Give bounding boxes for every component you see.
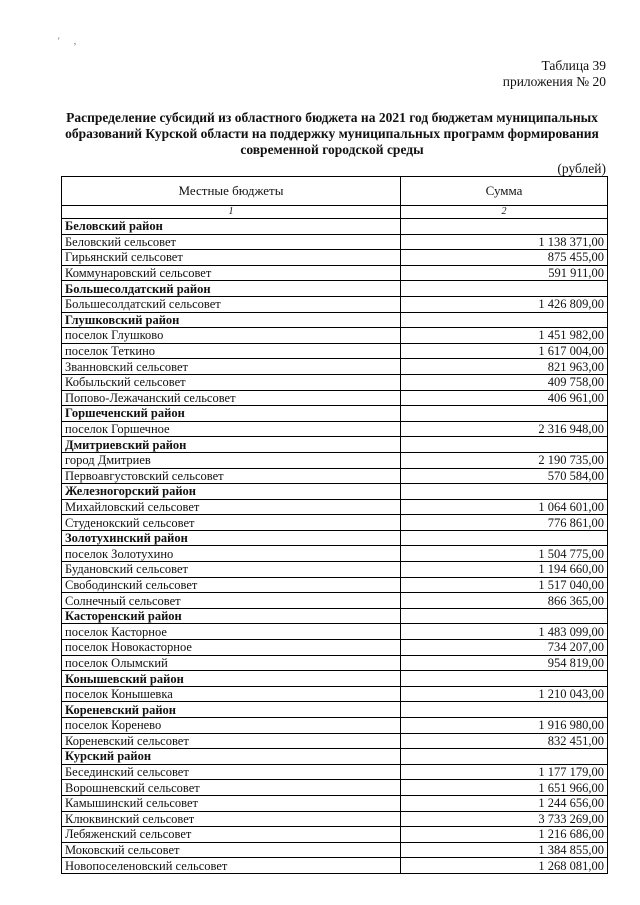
district-name: Железногорский район: [62, 484, 401, 500]
budget-sum: 2 190 735,00: [401, 452, 608, 468]
budget-sum: 1 268 081,00: [401, 858, 608, 874]
table-row: [62, 515, 608, 531]
budget-sum: [401, 671, 608, 687]
column-index-2: 2: [401, 206, 608, 219]
budget-sum: [401, 608, 608, 624]
budget-name: Клюквинский сельсовет: [62, 811, 401, 827]
budget-name: Попово-Лежачанский сельсовет: [62, 390, 401, 406]
district-name: Дмитриевский район: [62, 437, 401, 453]
budget-sum: 866 365,00: [401, 593, 608, 609]
header-local-budgets: Местные бюджеты: [62, 177, 401, 206]
budget-name: поселок Коренево: [62, 718, 401, 734]
table-number: Таблица 39: [541, 58, 606, 73]
header-sum: Сумма: [401, 177, 608, 206]
budget-name: Лебяженский сельсовет: [62, 827, 401, 843]
budget-sum: 832 451,00: [401, 733, 608, 749]
table-row: [62, 359, 608, 375]
district-row: [62, 484, 608, 500]
table-row: [62, 546, 608, 562]
budget-name: Бесединский сельсовет: [62, 764, 401, 780]
district-row: [62, 702, 608, 718]
budget-sum: 1 194 660,00: [401, 562, 608, 578]
table-row: [62, 593, 608, 609]
table-row: [62, 374, 608, 390]
table-reference: [503, 58, 606, 90]
district-row: [62, 312, 608, 328]
budget-sum: 1 426 809,00: [401, 296, 608, 312]
budget-sum: 1 916 980,00: [401, 718, 608, 734]
budget-name: Званновский сельсовет: [62, 359, 401, 375]
budget-name: Студенокский сельсовет: [62, 515, 401, 531]
budget-name: поселок Олымский: [62, 655, 401, 671]
budget-name: поселок Конышевка: [62, 686, 401, 702]
district-row: [62, 219, 608, 235]
district-row: [62, 281, 608, 297]
budget-name: поселок Теткино: [62, 343, 401, 359]
budget-name: Большесолдатский сельсовет: [62, 296, 401, 312]
budget-sum: 591 911,00: [401, 265, 608, 281]
table-row: [62, 452, 608, 468]
budget-sum: 734 207,00: [401, 640, 608, 656]
district-name: Кореневский район: [62, 702, 401, 718]
table-row: [62, 499, 608, 515]
budget-sum: 1 504 775,00: [401, 546, 608, 562]
district-row: [62, 437, 608, 453]
budget-sum: [401, 749, 608, 765]
district-name: Беловский район: [62, 219, 401, 235]
table-row: [62, 858, 608, 874]
budget-sum: 1 517 040,00: [401, 577, 608, 593]
budget-sum: 1 138 371,00: [401, 234, 608, 250]
budget-name: Коммунаровский сельсовет: [62, 265, 401, 281]
budget-name: Будановский сельсовет: [62, 562, 401, 578]
column-index-row: [62, 206, 608, 219]
table-row: [62, 795, 608, 811]
budget-sum: 954 819,00: [401, 655, 608, 671]
column-index-1: 1: [62, 206, 401, 219]
budget-name: поселок Глушково: [62, 328, 401, 344]
budget-sum: 776 861,00: [401, 515, 608, 531]
table-row: [62, 421, 608, 437]
budget-sum: 1 177 179,00: [401, 764, 608, 780]
budget-sum: [401, 437, 608, 453]
table-row: [62, 655, 608, 671]
budget-name: Камышинский сельсовет: [62, 795, 401, 811]
district-name: Курский район: [62, 749, 401, 765]
district-name: Горшеченский район: [62, 406, 401, 422]
budget-sum: [401, 406, 608, 422]
budget-name: Моковский сельсовет: [62, 842, 401, 858]
table-row: [62, 250, 608, 266]
table-row: [62, 562, 608, 578]
table-row: [62, 640, 608, 656]
district-row: [62, 749, 608, 765]
scan-marks: ' ,: [58, 36, 83, 46]
budget-sum: 821 963,00: [401, 359, 608, 375]
table-row: [62, 764, 608, 780]
budget-sum: 3 733 269,00: [401, 811, 608, 827]
budget-name: Первоавгустовский сельсовет: [62, 468, 401, 484]
budget-sum: 1 064 601,00: [401, 499, 608, 515]
table-row: [62, 733, 608, 749]
table-row: [62, 265, 608, 281]
table-header-row: [62, 177, 608, 206]
units-label: (рублей): [557, 161, 606, 176]
budget-name: Гирьянский сельсовет: [62, 250, 401, 266]
budget-sum: 409 758,00: [401, 374, 608, 390]
budget-name: Свободинский сельсовет: [62, 577, 401, 593]
budget-sum: [401, 702, 608, 718]
budget-sum: [401, 484, 608, 500]
subsidy-table: [61, 176, 608, 874]
budget-sum: 1 483 099,00: [401, 624, 608, 640]
budget-name: Беловский сельсовет: [62, 234, 401, 250]
budget-sum: [401, 530, 608, 546]
district-name: Касторенский район: [62, 608, 401, 624]
district-name: Большесолдатский район: [62, 281, 401, 297]
budget-sum: [401, 281, 608, 297]
table-row: [62, 328, 608, 344]
table-row: [62, 780, 608, 796]
district-row: [62, 406, 608, 422]
budget-name: Новопоселеновский сельсовет: [62, 858, 401, 874]
budget-sum: 1 216 686,00: [401, 827, 608, 843]
district-row: [62, 671, 608, 687]
budget-name: город Дмитриев: [62, 452, 401, 468]
table-row: [62, 577, 608, 593]
table-row: [62, 686, 608, 702]
budget-sum: 1 451 982,00: [401, 328, 608, 344]
budget-sum: 1 617 004,00: [401, 343, 608, 359]
table-row: [62, 718, 608, 734]
district-row: [62, 608, 608, 624]
budget-name: поселок Касторное: [62, 624, 401, 640]
budget-sum: 1 384 855,00: [401, 842, 608, 858]
budget-sum: [401, 219, 608, 235]
table-row: [62, 468, 608, 484]
budget-name: поселок Горшечное: [62, 421, 401, 437]
budget-sum: [401, 312, 608, 328]
table-row: [62, 842, 608, 858]
budget-sum: 406 961,00: [401, 390, 608, 406]
table-row: [62, 296, 608, 312]
district-row: [62, 530, 608, 546]
budget-name: поселок Золотухино: [62, 546, 401, 562]
budget-sum: 1 244 656,00: [401, 795, 608, 811]
district-name: Золотухинский район: [62, 530, 401, 546]
table-row: [62, 827, 608, 843]
district-name: Конышевский район: [62, 671, 401, 687]
budget-sum: 875 455,00: [401, 250, 608, 266]
budget-name: поселок Новокасторное: [62, 640, 401, 656]
document-title: Распределение субсидий из областного бюджета на 2021 год бюджетам муниципальных образований Курской области на поддержку муниципальных программ формирования современной городской среды: [65, 110, 599, 157]
table-row: [62, 390, 608, 406]
district-name: Глушковский район: [62, 312, 401, 328]
budget-name: Михайловский сельсовет: [62, 499, 401, 515]
table-row: [62, 234, 608, 250]
table-row: [62, 624, 608, 640]
budget-sum: 2 316 948,00: [401, 421, 608, 437]
appendix-number: приложения № 20: [502, 74, 606, 89]
table-row: [62, 343, 608, 359]
budget-sum: 570 584,00: [401, 468, 608, 484]
budget-name: Кореневский сельсовет: [62, 733, 401, 749]
budget-sum: 1 651 966,00: [401, 780, 608, 796]
budget-name: Кобыльский сельсовет: [62, 374, 401, 390]
budget-sum: 1 210 043,00: [401, 686, 608, 702]
budget-name: Солнечный сельсовет: [62, 593, 401, 609]
budget-name: Ворошневский сельсовет: [62, 780, 401, 796]
table-row: [62, 811, 608, 827]
